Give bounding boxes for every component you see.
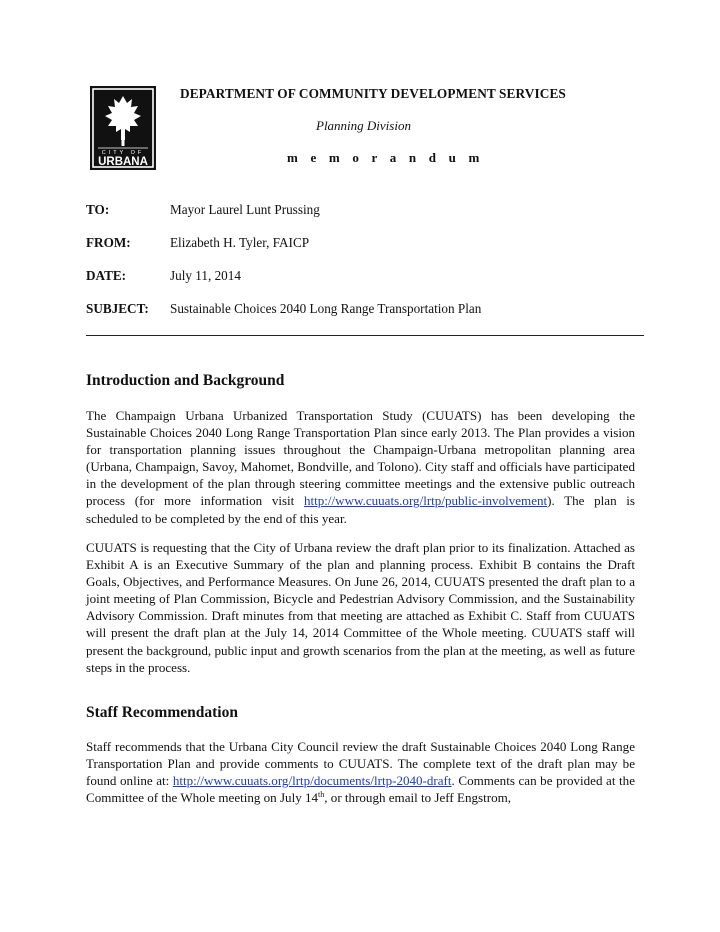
division-name: Planning Division [316, 118, 411, 133]
intro-p1-tail: ). The plan is scheduled to be completed by the end of this year. [86, 493, 636, 526]
to-label: TO: [86, 202, 110, 217]
date-label: DATE: [86, 268, 127, 283]
recommendation-paragraph [86, 738, 635, 806]
from-label: FROM: [86, 235, 131, 250]
leaf-icon [105, 96, 141, 140]
subject-label: SUBJECT: [86, 301, 149, 316]
recommendation-heading: Staff Recommendation [86, 704, 238, 721]
logo-urbana: URBANA [98, 156, 148, 168]
intro-paragraph-2: CUUATS is requesting that the City of Urbana review the draft plan prior to its finalization. Attached as Exhibit A is an Executive Summary of the plan and planning process. Exhibit B contains the Draft Goals, Objectives, and Performance Measures. On June 26, 2014, CUUATS presented the draft plan to a joint meeting of Plan Commission, Bicycle and Pedestrian Advisory Commission, and the Sustainability Advisory Commission. Draft minutes from that meeting are attached as Exhibit C. Staff from CUUATS will present the draft plan at the July 14, 2014 Committee of the Whole meeting. CUUATS staff will present the background, public input and growth scenarios from the plan at the meeting, as well as future steps in the process. [86, 540, 635, 675]
public-involvement-link[interactable]: http://www.cuuats.org/lrtp/public-involvement [303, 493, 548, 509]
logo-city-of: CITY OF [101, 150, 145, 156]
rec-p1-text: Staff recommends that the Urbana City Council review the draft Sustainable Choices 2040 Long Range Transportation Plan and provide comments to CUUATS. The complete text of the draft plan may be found online at: [86, 739, 635, 789]
rec-p1-mid: . Comments can be provided at the Committee of the Whole meeting on July 14 [86, 773, 635, 806]
rec-p1-tail: , or through email to Jeff Engstrom, [324, 790, 511, 806]
department-title: DEPARTMENT OF COMMUNITY DEVELOPMENT SERVICES [180, 86, 566, 101]
subject-value: Sustainable Choices 2040 Long Range Transportation Plan [170, 301, 482, 316]
draft-plan-link[interactable]: http://www.cuuats.org/lrtp/documents/lrtp-2040-draft [172, 773, 452, 789]
intro-heading: Introduction and Background [86, 372, 285, 389]
from-value: Elizabeth H. Tyler, FAICP [170, 235, 310, 250]
rec-p1-sup: th [318, 790, 325, 800]
document-type: m e m o r a n d u m [287, 150, 485, 165]
to-value: Mayor Laurel Lunt Prussing [170, 202, 320, 217]
header-divider [86, 335, 644, 336]
date-value: July 11, 2014 [170, 268, 241, 283]
intro-p1-text: The Champaign Urbana Urbanized Transportation Study (CUUATS) has been developing the Sustainable Choices 2040 Long Range Transportation Plan since early 2013. The Plan provides a vision for transportation planning issues throughout the Champaign-Urbana metropolitan planning area (Urbana, Champaign, Savoy, Mahomet, Bondville, and Tolono). City staff and officials have participated in the development of the plan through steering committee meetings and the extensive public outreach process (for more information visit [86, 408, 635, 509]
intro-paragraph-1 [86, 407, 635, 527]
city-of-urbana-logo [90, 86, 156, 170]
